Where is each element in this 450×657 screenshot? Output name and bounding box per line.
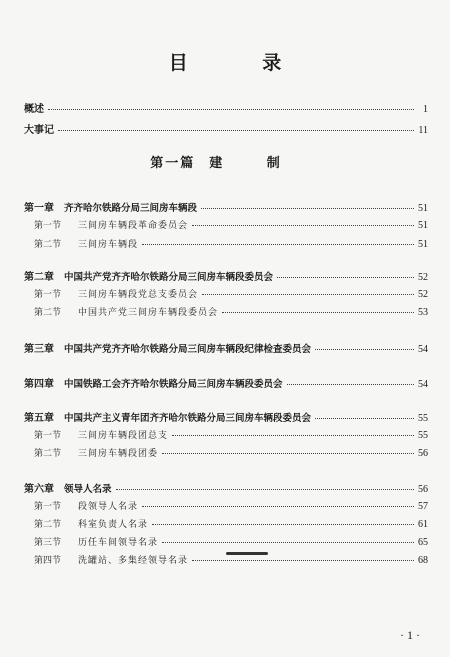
chapter-number: 第五章 [24, 413, 54, 424]
leader-dots [315, 418, 414, 419]
page-number: 57 [418, 501, 428, 512]
leader-dots [48, 109, 414, 110]
section-name: 段领导人名录 [78, 502, 139, 512]
section-name: 三间房车辆段团总支 [78, 431, 169, 441]
section-number: 第一节 [34, 221, 62, 231]
page-number: 52 [418, 289, 428, 300]
chapter-name: 中国共产主义青年团齐齐哈尔铁路分局三间房车辆段委员会 [64, 413, 312, 424]
toc-entry-overview[interactable] [24, 100, 428, 115]
ink-smudge [226, 552, 268, 555]
page-number: 11 [418, 125, 428, 136]
toc-chapter-2[interactable] [24, 268, 428, 283]
chapter-number: 第六章 [24, 484, 54, 495]
page-number: 55 [418, 430, 428, 441]
leader-dots [142, 244, 414, 245]
chapter-name: 齐齐哈尔铁路分局三间房车辆段 [64, 203, 198, 214]
part-label: 第一篇 [150, 156, 196, 171]
leader-dots [142, 506, 414, 507]
leader-dots [315, 349, 414, 350]
page-number: 56 [418, 448, 428, 459]
toc-section-6-3[interactable] [34, 535, 428, 548]
toc-section-6-2[interactable] [34, 517, 428, 530]
section-name: 三间房车辆段 [78, 240, 139, 250]
page-number: 55 [418, 413, 428, 424]
page-title: 目 录 [168, 52, 316, 74]
page-number: 53 [418, 307, 428, 318]
section-name: 洗罐站、多集经领导名录 [78, 556, 189, 566]
leader-dots [222, 312, 414, 313]
chapter-number: 第一章 [24, 203, 54, 214]
leader-dots [192, 225, 414, 226]
chapter-number: 第四章 [24, 379, 54, 390]
page-number: 65 [418, 537, 428, 548]
part-heading [0, 152, 450, 171]
leader-dots [58, 130, 414, 131]
leader-dots [162, 542, 414, 543]
chapter-name: 中国共产党齐齐哈尔铁路分局三间房车辆段委员会 [64, 272, 274, 283]
chapter-name: 领导人名录 [64, 484, 112, 495]
page-number: 68 [418, 555, 428, 566]
page-number: 54 [418, 344, 428, 355]
chapter-number: 第三章 [24, 344, 54, 355]
section-number: 第二节 [34, 240, 62, 250]
toc-entry-chronicle[interactable] [24, 121, 428, 136]
page-number: 51 [418, 220, 428, 231]
toc-section-2-2[interactable] [34, 305, 428, 318]
page-number: 52 [418, 272, 428, 283]
leader-dots [116, 489, 414, 490]
page-number: 61 [418, 519, 428, 530]
page-number: 56 [418, 484, 428, 495]
toc-chapter-1[interactable] [24, 199, 428, 214]
chapter-name: 中国铁路工会齐齐哈尔铁路分局三间房车辆段委员会 [64, 379, 283, 390]
toc-section-5-2[interactable] [34, 446, 428, 459]
section-name: 三间房车辆段革命委员会 [78, 221, 189, 231]
toc-chapter-3[interactable] [24, 340, 428, 355]
toc-section-6-1[interactable] [34, 499, 428, 512]
section-name: 三间房车辆段党总支委员会 [78, 290, 199, 300]
leader-dots [192, 560, 414, 561]
section-number: 第二节 [34, 449, 62, 459]
section-number: 第一节 [34, 290, 62, 300]
leader-dots [202, 294, 414, 295]
leader-dots [201, 208, 414, 209]
page-number: 54 [418, 379, 428, 390]
leader-dots [277, 277, 414, 278]
page-number: 1 [423, 104, 428, 115]
leader-dots [172, 435, 414, 436]
toc-section-2-1[interactable] [34, 287, 428, 300]
chapter-name: 中国共产党齐齐哈尔铁路分局三间房车辆段纪律检查委员会 [64, 344, 312, 355]
toc-chapter-6[interactable] [24, 480, 428, 495]
section-name: 历任车间领导名录 [78, 538, 159, 548]
toc-section-1-2[interactable] [34, 237, 428, 250]
leader-dots [162, 453, 414, 454]
toc-section-5-1[interactable] [34, 428, 428, 441]
section-number: 第二节 [34, 520, 62, 530]
toc-chapter-4[interactable] [24, 375, 428, 390]
section-number: 第一节 [34, 431, 62, 441]
section-number: 第四节 [34, 556, 62, 566]
part-name: 建 制 [209, 156, 300, 171]
section-number: 第二节 [34, 308, 62, 318]
page-folio: · 1 · [400, 628, 420, 642]
section-name: 中国共产党三间房车辆段委员会 [78, 308, 219, 318]
section-name: 三间房车辆段团委 [78, 449, 159, 459]
entry-label: 概述 [24, 104, 44, 115]
toc-section-1-1[interactable] [34, 218, 428, 231]
chapter-number: 第二章 [24, 272, 54, 283]
section-name: 科室负责人名录 [78, 520, 149, 530]
page-number: 51 [418, 203, 428, 214]
section-number: 第一节 [34, 502, 62, 512]
entry-label: 大事记 [24, 125, 54, 136]
leader-dots [287, 384, 414, 385]
section-number: 第三节 [34, 538, 62, 548]
page-number: 51 [418, 239, 428, 250]
toc-chapter-5[interactable] [24, 409, 428, 424]
leader-dots [152, 524, 414, 525]
